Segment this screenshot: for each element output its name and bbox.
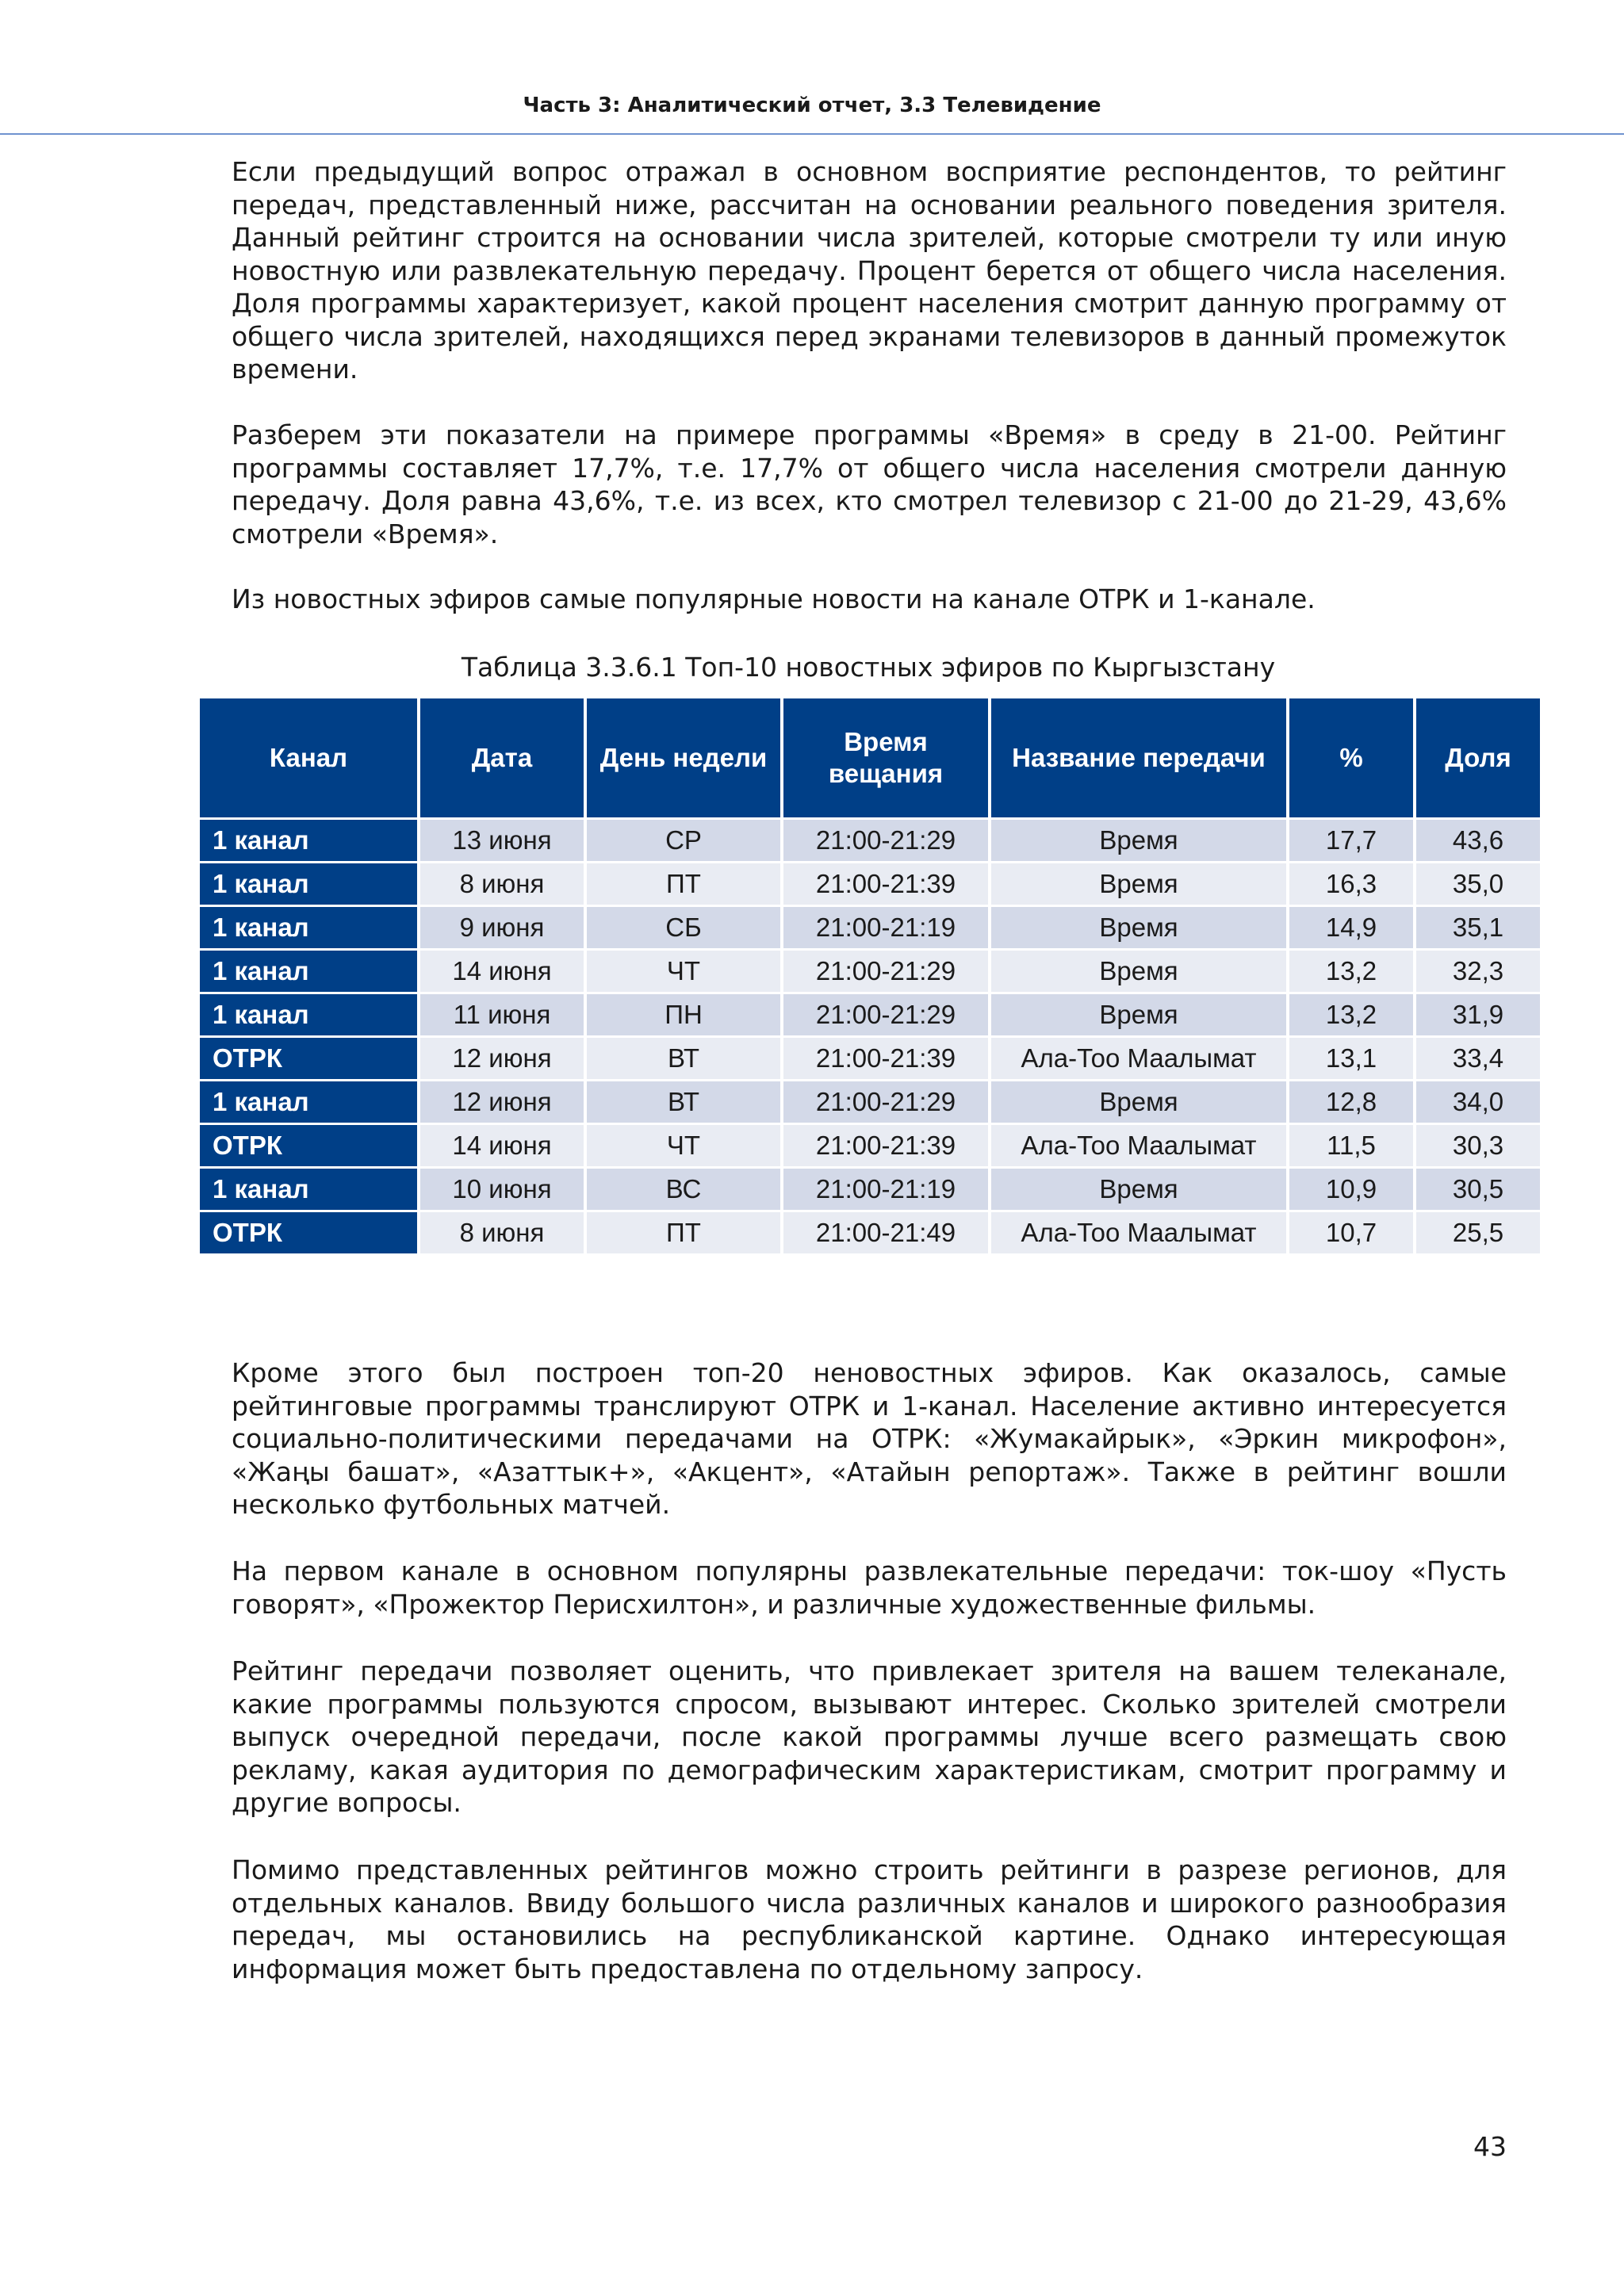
- cell-airtime: 21:00-21:29: [783, 1081, 988, 1123]
- cell-weekday: ЧТ: [587, 951, 780, 992]
- table-row: [200, 951, 1540, 992]
- cell-rating: 13,2: [1289, 951, 1413, 992]
- cell-rating: 13,2: [1289, 994, 1413, 1035]
- body-paragraph-4: Помимо представленных рейтингов можно строить рейтинги в разрезе регионов, для отдельных каналов. Ввиду большого числа различных каналов и широкого разнообразия передач, мы остановились на республиканской картине. Однако интересующая информация может быть предоставлена по отдельному запросу.: [232, 1854, 1507, 1984]
- table-row: [200, 1038, 1540, 1079]
- cell-channel: 1 канал: [200, 951, 417, 992]
- table-header-row: [200, 698, 1540, 817]
- cell-weekday: СР: [587, 820, 780, 861]
- cell-rating: 14,9: [1289, 907, 1413, 948]
- cell-rating: 17,7: [1289, 820, 1413, 861]
- table-row: [200, 1125, 1540, 1166]
- header-rule: [0, 133, 1624, 135]
- table-row: [200, 1169, 1540, 1210]
- intro-paragraph-2: Разберем эти показатели на примере программы «Время» в среду в 21-00. Рейтинг программы составляет 17,7%, т.е. 17,7% от общего числа населения смотрели данную передачу. Доля равна 43,6%, т.е. из всех, кто смотрел телевизор с 21-00 до 21-29, 43,6% смотрели «Время».: [232, 419, 1507, 549]
- cell-share: 35,1: [1416, 907, 1540, 948]
- cell-share: 30,5: [1416, 1169, 1540, 1210]
- table-row: [200, 1212, 1540, 1253]
- col-header-share: Доля: [1416, 698, 1540, 817]
- cell-share: 34,0: [1416, 1081, 1540, 1123]
- cell-program: Время: [991, 1169, 1286, 1210]
- cell-date: 10 июня: [420, 1169, 584, 1210]
- body-paragraph-2: На первом канале в основном популярны развлекательные передачи: ток-шоу «Пусть говорят», «Прожектор Перисхилтон», и различные художественные фильмы.: [232, 1556, 1507, 1620]
- cell-channel: 1 канал: [200, 1081, 417, 1123]
- cell-date: 8 июня: [420, 1212, 584, 1253]
- cell-date: 14 июня: [420, 1125, 584, 1166]
- table-caption: Таблица 3.3.6.1 Топ-10 новостных эфиров по Кыргызстану: [461, 652, 1276, 683]
- cell-program: Время: [991, 907, 1286, 948]
- cell-airtime: 21:00-21:39: [783, 1038, 988, 1079]
- cell-channel: 1 канал: [200, 994, 417, 1035]
- page-number: 43: [1473, 2131, 1507, 2162]
- cell-program: Ала-Тоо Маалымат: [991, 1125, 1286, 1166]
- cell-airtime: 21:00-21:39: [783, 1125, 988, 1166]
- cell-date: 14 июня: [420, 951, 584, 992]
- cell-date: 11 июня: [420, 994, 584, 1035]
- cell-share: 25,5: [1416, 1212, 1540, 1253]
- cell-rating: 10,9: [1289, 1169, 1413, 1210]
- cell-weekday: ПН: [587, 994, 780, 1035]
- cell-share: 31,9: [1416, 994, 1540, 1035]
- body-paragraph-3: Рейтинг передачи позволяет оценить, что привлекает зрителя на вашем телеканале, какие программы пользуются спросом, вызывают интерес. Сколько зрителей смотрели выпуск очередной передачи, после какой программы лучше всего размещать свою рекламу, какая аудитория по демографическим характеристикам, смотрит программу и другие вопросы.: [232, 1655, 1507, 1818]
- cell-share: 32,3: [1416, 951, 1540, 992]
- cell-weekday: ВТ: [587, 1081, 780, 1123]
- cell-weekday: ПТ: [587, 1212, 780, 1253]
- col-header-program: Название передачи: [991, 698, 1286, 817]
- cell-date: 12 июня: [420, 1081, 584, 1123]
- cell-channel: 1 канал: [200, 907, 417, 948]
- cell-channel: ОТРК: [200, 1038, 417, 1079]
- cell-channel: 1 канал: [200, 820, 417, 861]
- cell-program: Время: [991, 863, 1286, 905]
- cell-weekday: ПТ: [587, 863, 780, 905]
- cell-channel: 1 канал: [200, 1169, 417, 1210]
- cell-share: 43,6: [1416, 820, 1540, 861]
- cell-airtime: 21:00-21:19: [783, 1169, 988, 1210]
- cell-airtime: 21:00-21:29: [783, 951, 988, 992]
- cell-weekday: СБ: [587, 907, 780, 948]
- cell-date: 9 июня: [420, 907, 584, 948]
- table-row: [200, 994, 1540, 1035]
- cell-channel: ОТРК: [200, 1212, 417, 1253]
- cell-channel: 1 канал: [200, 863, 417, 905]
- cell-airtime: 21:00-21:19: [783, 907, 988, 948]
- cell-rating: 12,8: [1289, 1081, 1413, 1123]
- cell-airtime: 21:00-21:49: [783, 1212, 988, 1253]
- cell-program: Время: [991, 1081, 1286, 1123]
- col-header-weekday: День недели: [587, 698, 780, 817]
- intro-paragraph-1: Если предыдущий вопрос отражал в основном восприятие респондентов, то рейтинг передач, представленный ниже, рассчитан на основании реального поведения зрителя. Данный рейтинг строится на основании числа зрителей, которые смотрели ту или иную новостную или развлекательную передачу. Процент берется от общего числа населения. Доля программы характеризует, какой процент населения смотрит данную программу от общего числа зрителей, находящихся перед экранами телевизоров в данный промежуток времени.: [232, 156, 1507, 385]
- cell-weekday: ВС: [587, 1169, 780, 1210]
- col-header-date: Дата: [420, 698, 584, 817]
- cell-airtime: 21:00-21:29: [783, 820, 988, 861]
- cell-program: Время: [991, 951, 1286, 992]
- col-header-channel: Канал: [200, 698, 417, 817]
- col-header-airtime: Время вещания: [783, 698, 988, 817]
- table-row: [200, 820, 1540, 861]
- cell-weekday: ВТ: [587, 1038, 780, 1079]
- table-row: [200, 907, 1540, 948]
- cell-rating: 11,5: [1289, 1125, 1413, 1166]
- intro-paragraph-3: Из новостных эфиров самые популярные новости на канале ОТРК и 1-канале.: [232, 584, 1316, 614]
- page-header: Часть 3: Аналитический отчет, 3.3 Телевидение: [523, 94, 1101, 117]
- cell-program: Время: [991, 994, 1286, 1035]
- top-news-table: [197, 696, 1543, 1256]
- table-row: [200, 1081, 1540, 1123]
- cell-weekday: ЧТ: [587, 1125, 780, 1166]
- cell-airtime: 21:00-21:39: [783, 863, 988, 905]
- col-header-rating: %: [1289, 698, 1413, 817]
- cell-program: Ала-Тоо Маалымат: [991, 1038, 1286, 1079]
- cell-date: 13 июня: [420, 820, 584, 861]
- body-paragraph-1: Кроме этого был построен топ-20 неновостных эфиров. Как оказалось, самые рейтинговые программы транслируют ОТРК и 1-канал. Население активно интересуется социально-политическими передачами на ОТРК: «Жумакайрык», «Эркин микрофон», «Жаңы башат», «Азаттык+», «Акцент», «Атайын репортаж». Также в рейтинг вошли несколько футбольных матчей.: [232, 1357, 1507, 1520]
- cell-rating: 10,7: [1289, 1212, 1413, 1253]
- cell-airtime: 21:00-21:29: [783, 994, 988, 1035]
- cell-rating: 13,1: [1289, 1038, 1413, 1079]
- cell-date: 8 июня: [420, 863, 584, 905]
- cell-channel: ОТРК: [200, 1125, 417, 1166]
- cell-program: Ала-Тоо Маалымат: [991, 1212, 1286, 1253]
- table-row: [200, 863, 1540, 905]
- cell-share: 35,0: [1416, 863, 1540, 905]
- cell-share: 30,3: [1416, 1125, 1540, 1166]
- cell-share: 33,4: [1416, 1038, 1540, 1079]
- cell-program: Время: [991, 820, 1286, 861]
- cell-date: 12 июня: [420, 1038, 584, 1079]
- cell-rating: 16,3: [1289, 863, 1413, 905]
